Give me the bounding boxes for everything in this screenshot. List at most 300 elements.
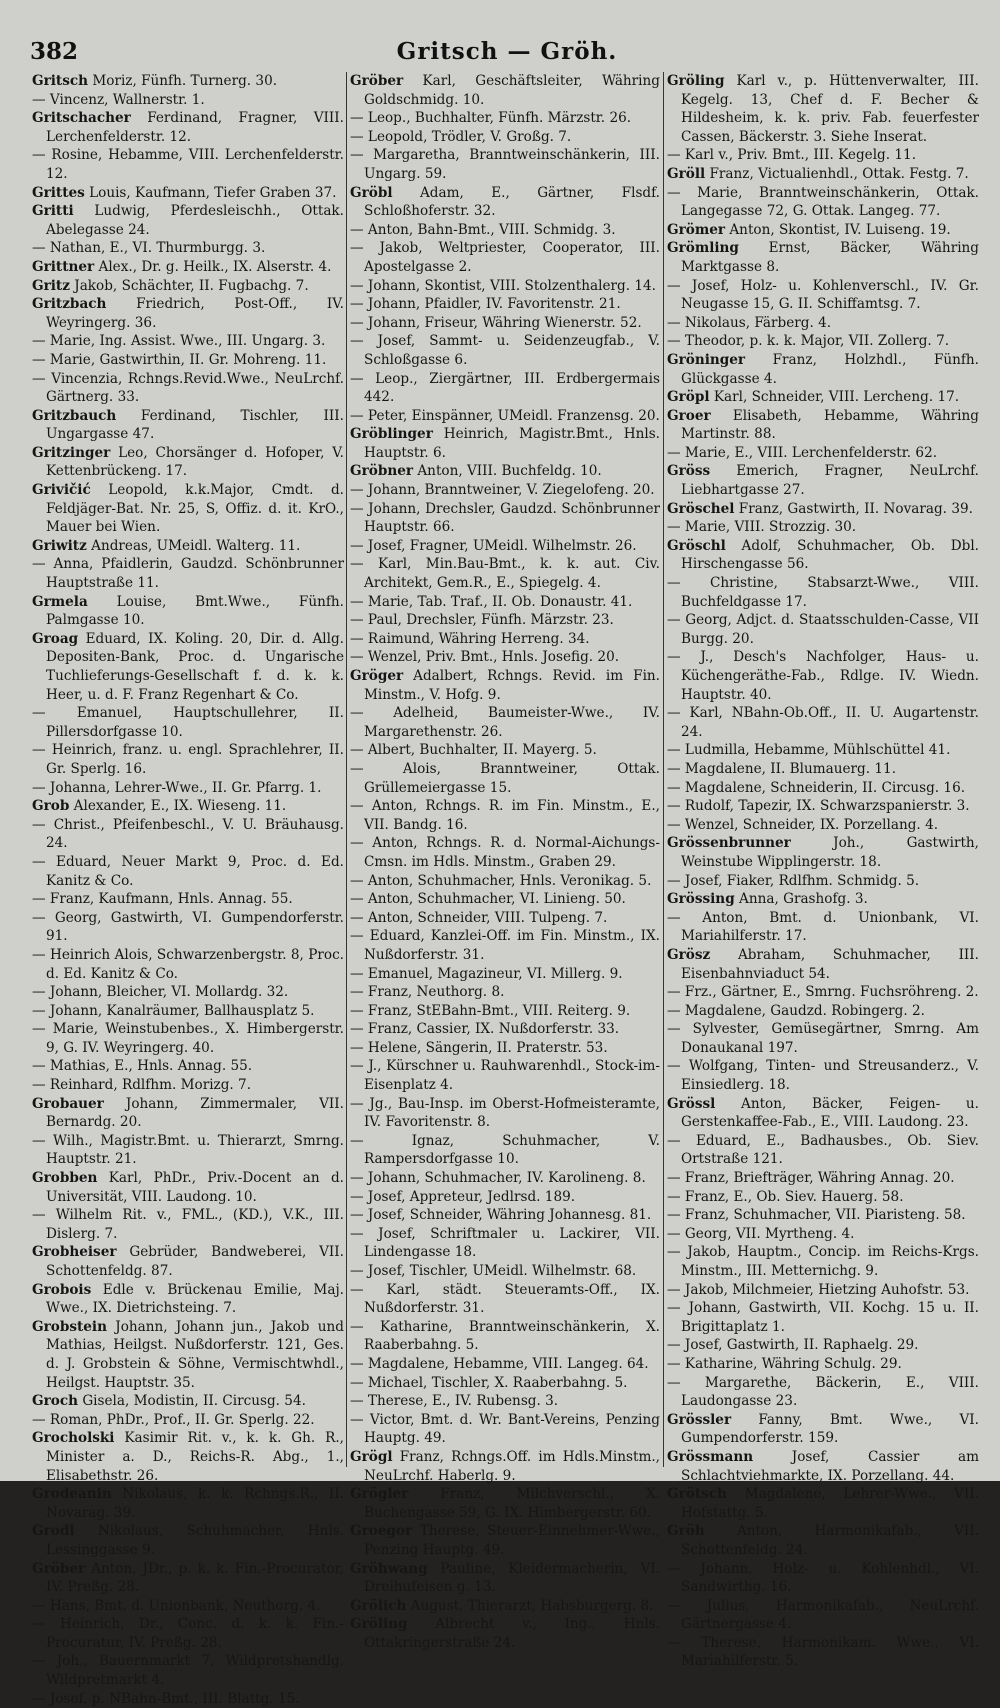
entry-text: — Anna, Pfaidlerin, Gaudzd. Schönbrunner Hauptstraße 11. bbox=[32, 556, 344, 592]
entry-surname: Grösz bbox=[667, 946, 711, 963]
entry-surname: Gröss bbox=[667, 463, 711, 480]
directory-entry bbox=[32, 816, 344, 853]
directory-entry bbox=[350, 927, 660, 964]
directory-entry bbox=[32, 1429, 344, 1485]
entry-surname: Grodl bbox=[32, 1523, 75, 1540]
entry-text: — Heinrich Alois, Schwarzenbergstr. 8, Proc. d. Ed. Kanitz & Co. bbox=[32, 946, 344, 982]
entry-text: — Johann, Gastwirth, VII. Kochg. 15 u. II. Brigittaplatz 1. bbox=[667, 1300, 979, 1335]
directory-entry bbox=[32, 704, 344, 741]
directory-entry bbox=[32, 407, 344, 444]
directory-entry bbox=[32, 295, 344, 332]
directory-entry bbox=[32, 1057, 344, 1076]
entry-text: — Emanuel, Hauptschullehrer, II. Pillersdorfgasse 10. bbox=[32, 705, 344, 740]
directory-entry bbox=[350, 1095, 660, 1132]
entry-text: — Josef, Gastwirth, II. Raphaelg. 29. bbox=[667, 1337, 919, 1354]
directory-entry bbox=[350, 1262, 660, 1281]
entry-text: Magdalene, Lehrer-Wwe., VII. Hofstattg. 5. bbox=[681, 1486, 979, 1521]
entry-text: — Franz, Cassier, IX. Nußdorferstr. 33. bbox=[350, 1021, 620, 1038]
directory-entry bbox=[350, 277, 660, 296]
entry-text: — Reinhard, Rdlfhm. Morizg. 7. bbox=[32, 1077, 252, 1094]
directory-entry bbox=[667, 611, 979, 648]
directory-entry bbox=[350, 909, 660, 928]
directory-entry bbox=[32, 370, 344, 407]
directory-entry bbox=[350, 128, 660, 147]
entry-text: Andreas, UMeidl. Walterg. 11. bbox=[86, 537, 301, 554]
entry-surname: Grössenbrunner bbox=[667, 835, 791, 852]
directory-entry bbox=[667, 1095, 979, 1132]
entry-text: — Johann, Drechsler, Gaudzd. Schönbrunner Hauptstr. 66. bbox=[350, 500, 660, 536]
directory-entry bbox=[667, 890, 979, 909]
entry-text: — Alois, Branntweiner, Ottak. Grüllemeiergasse 15. bbox=[350, 760, 660, 796]
entry-text: — Peter, Einspänner, UMeidl. Franzensg. 20. bbox=[350, 407, 660, 424]
entry-text: — Franz, Schuhmacher, VII. Piaristeng. 58. bbox=[667, 1207, 966, 1224]
column-3 bbox=[667, 72, 979, 1670]
entry-text: — Anton, Schneider, VIII. Tulpeng. 7. bbox=[350, 909, 608, 926]
directory-entry bbox=[350, 555, 660, 592]
directory-entry bbox=[32, 351, 344, 370]
entry-surname: Gröschel bbox=[667, 500, 735, 517]
entry-text: Franz, Milchverschl., X. Buchengasse 59, G. IX. Himbergerstr. 60. bbox=[364, 1486, 660, 1521]
entry-surname: Gröbl bbox=[350, 184, 393, 201]
directory-entry bbox=[32, 1002, 344, 1021]
entry-text: — Josef, Fragner, UMeidl. Wilhelmstr. 26. bbox=[350, 537, 637, 554]
directory-entry bbox=[32, 1169, 344, 1206]
directory-entry bbox=[667, 221, 979, 240]
entry-text: — Johann, Kanalräumer, Ballhausplatz 5. bbox=[32, 1002, 315, 1019]
entry-surname: Grötsch bbox=[667, 1486, 727, 1503]
directory-entry bbox=[350, 667, 660, 704]
entry-text: Friedrich, Post-Off., IV. Weyringerg. 36. bbox=[46, 296, 344, 331]
directory-entry bbox=[350, 1132, 660, 1169]
entry-surname: Grössmann bbox=[667, 1448, 754, 1465]
entry-text: — Leop., Buchhalter, Fünfh. Märzstr. 26. bbox=[350, 110, 632, 127]
directory-entry bbox=[667, 834, 979, 871]
directory-entry bbox=[667, 239, 979, 276]
directory-entry bbox=[32, 184, 344, 203]
entry-surname: Grössing bbox=[667, 891, 735, 908]
entry-text: — Sylvester, Gemüsegärtner, Smrng. Am Donaukanal 197. bbox=[667, 1021, 979, 1056]
entry-surname: Gröblinger bbox=[350, 426, 433, 443]
directory-entry bbox=[667, 1169, 979, 1188]
directory-entry bbox=[350, 481, 660, 500]
directory-entry bbox=[350, 1615, 660, 1652]
entry-text: Fanny, Bmt. Wwe., VI. Gumpendorferstr. 159. bbox=[681, 1411, 979, 1447]
entry-surname: Grob bbox=[32, 798, 70, 815]
directory-entry bbox=[667, 407, 979, 444]
entry-text: — Johann, Schuhmacher, IV. Karolineng. 8. bbox=[350, 1170, 646, 1187]
entry-text: Jakob, Schächter, II. Fugbachg. 7. bbox=[69, 277, 309, 294]
directory-entry bbox=[667, 946, 979, 983]
entry-text: — Eduard, E., Badhausbes., Ob. Siev. Ortstraße 121. bbox=[667, 1132, 979, 1168]
directory-entry bbox=[32, 890, 344, 909]
entry-text: — Christine, Stabsarzt-Wwe., VIII. Buchfeldgasse 17. bbox=[667, 575, 979, 610]
entry-surname: Grössl bbox=[667, 1095, 716, 1112]
entry-text: — Johanna, Lehrer-Wwe., II. Gr. Pfarrg. 1. bbox=[32, 779, 322, 796]
entry-text: — Christ., Pfeifenbeschl., V. U. Bräuhausg. 24. bbox=[32, 816, 344, 852]
entry-text: Gisela, Modistin, II. Circusg. 54. bbox=[78, 1393, 306, 1410]
entry-text: Ernst, Bäcker, Währing Marktgasse 8. bbox=[681, 240, 979, 275]
directory-entry bbox=[32, 109, 344, 146]
directory-entry bbox=[32, 332, 344, 351]
entry-text: Anna, Grashofg. 3. bbox=[734, 891, 868, 908]
entry-text: Eduard, IX. Koling. 20, Dir. d. Allg. Depositen-Bank, Proc. d. Ungarische Tuchlieferungs-Gesellschaft f. d. k. k. Heer, u. d. F. Franz Regenhart & Co. bbox=[46, 630, 344, 703]
entry-text: Ferdinand, Fragner, VIII. Lerchenfelderstr. 12. bbox=[46, 110, 344, 145]
entry-text: — Johann, Branntweiner, V. Ziegelofeng. 20. bbox=[350, 482, 655, 499]
directory-entry bbox=[667, 909, 979, 946]
entry-surname: Grmela bbox=[32, 593, 88, 610]
entry-surname: Grobben bbox=[32, 1170, 98, 1187]
entry-text: Emerich, Fragner, NeuLrchf. Liebhartgasse 27. bbox=[681, 463, 979, 499]
directory-entry bbox=[350, 370, 660, 407]
entry-surname: Groer bbox=[667, 407, 711, 424]
column-2 bbox=[350, 72, 660, 1651]
directory-entry bbox=[350, 741, 660, 760]
entry-text: Adam, E., Gärtner, Flsdf. Schloßhoferstr. 32. bbox=[364, 184, 660, 220]
entry-text: — Jakob, Hauptm., Concip. im Reichs-Krgs. Minstm., III. Metternichg. 9. bbox=[667, 1244, 979, 1279]
directory-entry bbox=[350, 72, 660, 109]
directory-entry bbox=[667, 500, 979, 519]
entry-text: — Hans, Bmt. d. Unionbank, Neuthorg. 4. bbox=[32, 1597, 321, 1614]
entry-text: — Georg, Adjct. d. Staatsschulden-Casse, VII Burgg. 20. bbox=[667, 612, 979, 647]
entry-surname: Grobheiser bbox=[32, 1244, 117, 1261]
entry-text: — Magdalene, Schneiderin, II. Circusg. 16. bbox=[667, 779, 966, 796]
directory-entry bbox=[350, 797, 660, 834]
directory-entry bbox=[667, 1634, 979, 1671]
entry-text: — Anton, Schuhmacher, Hnls. Veronikag. 5. bbox=[350, 872, 652, 889]
directory-entry bbox=[350, 760, 660, 797]
entry-text: — Margaretha, Branntweinschänkerin, III. Ungarg. 59. bbox=[350, 147, 660, 182]
directory-entry bbox=[350, 109, 660, 128]
entry-text: Therese, Steuer-Einnehmer-Wwe., Penzing Hauptg. 49. bbox=[364, 1523, 660, 1558]
entry-surname: Gritti bbox=[32, 203, 74, 220]
entry-surname: Grittner bbox=[32, 258, 95, 275]
entry-surname: Grivičić bbox=[32, 482, 91, 499]
directory-entry bbox=[32, 258, 344, 277]
directory-entry bbox=[667, 444, 979, 463]
directory-entry bbox=[32, 909, 344, 946]
directory-entry bbox=[32, 983, 344, 1002]
entry-text: — Josef, Schneider, Währing Johannesg. 81. bbox=[350, 1207, 652, 1224]
directory-entry bbox=[667, 797, 979, 816]
directory-entry bbox=[350, 1169, 660, 1188]
entry-surname: Grömling bbox=[667, 240, 739, 257]
entry-text: — Georg, VII. Myrtheng. 4. bbox=[667, 1225, 855, 1242]
entry-text: — Marie, E., VIII. Lerchenfelderstr. 62. bbox=[667, 444, 938, 461]
directory-entry bbox=[667, 518, 979, 537]
directory-entry bbox=[667, 648, 979, 704]
entry-surname: Gröschl bbox=[667, 537, 726, 554]
directory-entry bbox=[32, 239, 344, 258]
directory-entry bbox=[350, 1281, 660, 1318]
directory-entry bbox=[667, 816, 979, 835]
entry-text: Alex., Dr. g. Heilk., IX. Alserstr. 4. bbox=[94, 258, 332, 275]
entry-text: — Roman, PhDr., Prof., II. Gr. Sperlg. 22. bbox=[32, 1411, 315, 1428]
entry-text: Nikolaus, Schuhmacher, Hnls. Lessinggasse 9. bbox=[46, 1523, 344, 1558]
entry-text: — Magdalene, Gaudzd. Robingerg. 2. bbox=[667, 1002, 925, 1019]
directory-entry bbox=[350, 221, 660, 240]
directory-entry bbox=[667, 1299, 979, 1336]
directory-entry bbox=[32, 741, 344, 778]
entry-surname: Gritzbauch bbox=[32, 407, 117, 424]
directory-entry bbox=[667, 462, 979, 499]
entry-text: — Victor, Bmt. d. Wr. Bant-Vereins, Penzing Hauptg. 49. bbox=[350, 1411, 660, 1447]
directory-entry bbox=[32, 202, 344, 239]
directory-entry bbox=[32, 1020, 344, 1057]
directory-entry bbox=[32, 1206, 344, 1243]
entry-text: — Magdalene, II. Blumauerg. 11. bbox=[667, 760, 897, 777]
entry-text: — Helene, Sängerin, II. Praterstr. 53. bbox=[350, 1039, 608, 1056]
directory-entry bbox=[667, 277, 979, 314]
entry-surname: Gröber bbox=[32, 1560, 86, 1577]
directory-entry bbox=[667, 1132, 979, 1169]
directory-entry bbox=[667, 1597, 979, 1634]
directory-entry bbox=[350, 593, 660, 612]
directory-entry bbox=[32, 1597, 344, 1616]
entry-text: — Raimund, Währing Herreng. 34. bbox=[350, 630, 590, 647]
directory-entry bbox=[350, 500, 660, 537]
directory-entry bbox=[667, 1448, 979, 1485]
entry-text: Albrecht v., Ing., Hnls. Ottakringerstraße 24. bbox=[364, 1616, 660, 1651]
entry-text: Abraham, Schuhmacher, III. Eisenbahnviaduct 54. bbox=[681, 946, 979, 982]
directory-entry bbox=[350, 1020, 660, 1039]
directory-entry bbox=[667, 1057, 979, 1094]
column-divider bbox=[346, 72, 347, 1467]
entry-text: Franz, Holzhdl., Fünfh. Glückgasse 4. bbox=[681, 351, 979, 387]
directory-entry bbox=[667, 332, 979, 351]
entry-surname: Gröling bbox=[667, 73, 725, 89]
entry-text: Moriz, Fünfh. Turnerg. 30. bbox=[88, 73, 278, 89]
entry-text: Elisabeth, Hebamme, Währing Martinstr. 88. bbox=[681, 407, 979, 443]
entry-text: — Karl, NBahn-Ob.Off., II. U. Augartenstr. 24. bbox=[667, 705, 979, 740]
directory-entry bbox=[32, 146, 344, 183]
directory-entry bbox=[667, 1374, 979, 1411]
directory-entry bbox=[350, 983, 660, 1002]
directory-entry bbox=[350, 704, 660, 741]
directory-entry bbox=[667, 760, 979, 779]
entry-text: — Anton, Bmt. d. Unionbank, VI. Mariahilferstr. 17. bbox=[667, 909, 979, 945]
entry-surname: Gröling bbox=[350, 1616, 408, 1633]
page-header bbox=[30, 38, 984, 68]
entry-text: — Adelheid, Baumeister-Wwe., IV. Margarethenstr. 26. bbox=[350, 705, 660, 740]
entry-text: — Mathias, E., Hnls. Annag. 55. bbox=[32, 1058, 253, 1075]
directory-entry bbox=[667, 741, 979, 760]
directory-entry bbox=[667, 1206, 979, 1225]
entry-surname: Gröhwang bbox=[350, 1560, 428, 1577]
entry-text: Edle v. Brückenau Emilie, Maj. Wwe., IX. Dietrichsteing. 7. bbox=[46, 1281, 344, 1317]
entry-text: — Paul, Drechsler, Fünfh. Märzstr. 23. bbox=[350, 612, 614, 629]
entry-text: — Jg., Bau-Insp. im Oberst-Hofmeisteramte, IV. Favoritenstr. 8. bbox=[350, 1095, 660, 1131]
directory-entry bbox=[667, 779, 979, 798]
entry-surname: Groch bbox=[32, 1393, 78, 1410]
entry-text: — Leopold, Trödler, V. Großg. 7. bbox=[350, 128, 572, 145]
directory-entry bbox=[350, 537, 660, 556]
directory-entry bbox=[350, 1225, 660, 1262]
entry-text: Anton, Bäcker, Feigen- u. Gerstenkaffee-Fab., E., VIII. Laudong. 23. bbox=[681, 1095, 979, 1131]
directory-entry bbox=[350, 1318, 660, 1355]
directory-entry bbox=[32, 946, 344, 983]
directory-entry bbox=[667, 1411, 979, 1448]
directory-entry bbox=[350, 1039, 660, 1058]
entry-text: Johann, Johann jun., Jakob und Mathias, Heilgst. Nußdorferstr. 121, Ges. d. J. Grobstein & Söhne, Vermischtwhdl., Heilgst. Hauptstr. 35. bbox=[46, 1318, 344, 1391]
entry-text: — Frz., Gärtner, E., Smrng. Fuchsröhreng. 2. bbox=[667, 984, 979, 1001]
directory-entry bbox=[667, 1355, 979, 1374]
entry-text: — Margarethe, Bäckerin, E., VIII. Laudongasse 23. bbox=[667, 1374, 979, 1410]
entry-surname: Gröll bbox=[667, 165, 706, 182]
entry-text: Franz, Rchngs.Off. im Hdls.Minstm., NeuLrchf. Haberlg. 9. bbox=[364, 1448, 660, 1484]
directory-entry bbox=[350, 146, 660, 183]
entry-text: — Franz, Neuthorg. 8. bbox=[350, 984, 505, 1001]
entry-surname: Grössler bbox=[667, 1411, 732, 1428]
directory-entry bbox=[350, 1002, 660, 1021]
directory-entry bbox=[32, 1076, 344, 1095]
directory-entry bbox=[350, 872, 660, 891]
entry-text: Karl, Geschäftsleiter, Währing Goldschmidg. 10. bbox=[364, 73, 660, 108]
directory-entry bbox=[350, 834, 660, 871]
entry-surname: Gritzinger bbox=[32, 444, 111, 461]
entry-text: Adolf, Schuhmacher, Ob. Dbl. Hirschengasse 56. bbox=[681, 537, 979, 573]
entry-text: — Julius, Harmonikafab., NeuLrchf. Gärtnergasse 4. bbox=[667, 1597, 979, 1633]
entry-surname: Gröbner bbox=[350, 463, 414, 480]
directory-entry bbox=[350, 1206, 660, 1225]
directory-entry bbox=[32, 1392, 344, 1411]
entry-surname: Grobauer bbox=[32, 1095, 104, 1112]
directory-entry bbox=[32, 1652, 344, 1689]
entry-text: Kasimir Rit. v., k. k. Gh. R., Minister a. D., Reichs-R. Abg., 1., Elisabethstr. 26. bbox=[46, 1430, 344, 1484]
entry-text: Karl, Schneider, VIII. Lercheng. 17. bbox=[709, 389, 960, 406]
entry-text: — Magdalene, Hebamme, VIII. Langeg. 64. bbox=[350, 1355, 649, 1372]
directory-entry bbox=[32, 1615, 344, 1652]
directory-entry bbox=[667, 351, 979, 388]
entry-text: Karl, PhDr., Priv.-Docent an d. Universität, VIII. Laudong. 10. bbox=[46, 1170, 344, 1205]
directory-entry bbox=[32, 1690, 344, 1708]
directory-entry bbox=[350, 1597, 660, 1616]
directory-entry bbox=[667, 1020, 979, 1057]
entry-surname: Gritsch bbox=[32, 73, 89, 89]
entry-text: — Ludmilla, Hebamme, Mühlschüttel 41. bbox=[667, 742, 951, 759]
entry-surname: Grittes bbox=[32, 184, 85, 201]
directory-entry bbox=[350, 1560, 660, 1597]
entry-surname: Groag bbox=[32, 630, 79, 647]
directory-entry bbox=[350, 1411, 660, 1448]
directory-entry bbox=[350, 1392, 660, 1411]
directory-entry bbox=[667, 872, 979, 891]
entry-text: — Heinrich, Dr., Conc. d. k. k. Fin.-Procuratur, IV. Preßg. 28. bbox=[32, 1616, 344, 1651]
entry-text: — Albert, Buchhalter, II. Mayerg. 5. bbox=[350, 742, 597, 759]
entry-text: — Rudolf, Tapezir, IX. Schwarzspanierstr. 3. bbox=[667, 798, 970, 815]
page-number: 382 bbox=[30, 38, 79, 65]
entry-text: Franz, Gastwirth, II. Novarag. 39. bbox=[734, 500, 973, 517]
entry-text: — Franz, E., Ob. Siev. Hauerg. 58. bbox=[667, 1188, 904, 1205]
directory-entry bbox=[32, 1318, 344, 1392]
entry-text: — Josef, Appreteur, Jedlrsd. 189. bbox=[350, 1188, 576, 1205]
directory-entry bbox=[32, 481, 344, 537]
entry-surname: Gröh bbox=[667, 1523, 705, 1540]
entry-text: — Marie, Gastwirthin, II. Gr. Mohreng. 11. bbox=[32, 351, 327, 368]
entry-text: — Johann, Skontist, VIII. Stolzenthalerg. 14. bbox=[350, 277, 656, 294]
entry-text: Leo, Chorsänger d. Hofoper, V. Kettenbrückeng. 17. bbox=[46, 444, 344, 480]
entry-text: — Josef, Schriftmaler u. Lackirer, VII. Lindengasse 18. bbox=[350, 1225, 660, 1261]
directory-entry bbox=[32, 1485, 344, 1522]
entry-text: — Nikolaus, Färberg. 4. bbox=[667, 314, 832, 331]
directory-entry bbox=[667, 537, 979, 574]
entry-surname: Grobois bbox=[32, 1281, 92, 1298]
entry-text: Josef, Cassier am Schlachtviehmarkte, IX. Porzellang. 44. bbox=[681, 1448, 979, 1484]
entry-text: — Eduard, Kanzlei-Off. im Fin. Minstm., IX. Nußdorferstr. 31. bbox=[350, 928, 660, 963]
column-divider bbox=[663, 72, 664, 1467]
entry-surname: Grögl bbox=[350, 1448, 393, 1465]
directory-entry bbox=[350, 1485, 660, 1522]
entry-text: — Josef, Sammt- u. Seidenzeugfab., V. Schloßgasse 6. bbox=[350, 333, 660, 368]
entry-text: — Marie, Branntweinschänkerin, Ottak. Langegasse 72, G. Ottak. Langeg. 77. bbox=[667, 184, 979, 220]
entry-text: — Leop., Ziergärtner, III. Erdbergermais 442. bbox=[350, 370, 660, 406]
entry-text: — Therese, Harmonikam. Wwe., VI. Mariahilferstr. 5. bbox=[667, 1634, 979, 1670]
entry-text: — Josef, Tischler, UMeidl. Wilhelmstr. 68. bbox=[350, 1263, 637, 1279]
entry-text: Louise, Bmt.Wwe., Fünfh. Palmgasse 10. bbox=[46, 593, 344, 629]
directory-entry bbox=[32, 779, 344, 798]
directory-entry bbox=[32, 555, 344, 592]
entry-text: — Anton, Schuhmacher, VI. Linieng. 50. bbox=[350, 891, 626, 908]
directory-entry bbox=[350, 1448, 660, 1485]
entry-text: — Wenzel, Priv. Bmt., Hnls. Josefig. 20. bbox=[350, 649, 620, 666]
column-1 bbox=[32, 72, 344, 1707]
entry-text: Alexander, E., IX. Wieseng. 11. bbox=[69, 798, 287, 815]
directory-entry bbox=[32, 1095, 344, 1132]
entry-text: — Marie, VIII. Strozzig. 30. bbox=[667, 519, 857, 536]
entry-text: Ludwig, Pferdesleischh., Ottak. Abelegasse 24. bbox=[46, 203, 344, 238]
entry-text: — Marie, Ing. Assist. Wwe., III. Ungarg. 3. bbox=[32, 333, 326, 350]
directory-entry bbox=[667, 1522, 979, 1559]
directory-entry bbox=[667, 1336, 979, 1355]
entry-text: Adalbert, Rchngs. Revid. im Fin. Minstm., V. Hofg. 9. bbox=[364, 668, 660, 703]
entry-surname: Griwitz bbox=[32, 537, 87, 554]
directory-entry bbox=[350, 332, 660, 369]
entry-text: — Josef, Holz- u. Kohlenverschl., IV. Gr. Neugasse 15, G. II. Schiffamtsg. 7. bbox=[667, 277, 979, 313]
entry-surname: Gröninger bbox=[667, 351, 746, 368]
entry-surname: Gritz bbox=[32, 277, 70, 294]
directory-entry bbox=[350, 648, 660, 667]
entry-text: — J., Desch's Nachfolger, Haus- u. Küchengeräthe-Fab., Rdlge. IV. Wiedn. Hauptstr. 40. bbox=[667, 649, 979, 703]
entry-text: Anton, VIII. Buchfeldg. 10. bbox=[413, 463, 602, 480]
entry-text: August, Thierarzt, Habsburgerg. 8. bbox=[406, 1597, 654, 1614]
entry-surname: Gröpl bbox=[667, 389, 710, 406]
directory-entry bbox=[667, 1188, 979, 1207]
directory-entry bbox=[350, 1355, 660, 1374]
directory-entry bbox=[350, 1057, 660, 1094]
entry-surname: Grocholski bbox=[32, 1430, 115, 1447]
entry-text: — Karl, Min.Bau-Bmt., k. k. aut. Civ. Architekt, Gem.R., E., Spiegelg. 4. bbox=[350, 556, 660, 592]
entry-text: Karl v., p. Hüttenverwalter, III. Kegelg. 13, Chef d. F. Becher & Hildesheim, k. k. priv. Fab. feuerfester Cassen, Bäckerstr. 3. Siehe Inserat. bbox=[681, 73, 979, 145]
entry-surname: Grodeanin bbox=[32, 1486, 112, 1503]
entry-text: — Wilhelm Rit. v., FML., (KD.), V.K., III. Dislerg. 7. bbox=[32, 1207, 344, 1242]
entry-text: Anton, Harmonikafab., VII. Schottenfeldg. 24. bbox=[681, 1523, 979, 1558]
directory-entry bbox=[350, 1188, 660, 1207]
directory-entry bbox=[350, 314, 660, 333]
entry-text: — Emanuel, Magazineur, VI. Millerg. 9. bbox=[350, 965, 623, 982]
directory-entry bbox=[350, 239, 660, 276]
entry-surname: Gröber bbox=[350, 73, 404, 89]
entry-text: — Ignaz, Schuhmacher, V. Rampersdorfgasse 10. bbox=[350, 1132, 660, 1168]
directory-entry bbox=[32, 1560, 344, 1597]
directory-entry bbox=[350, 611, 660, 630]
directory-entry bbox=[350, 462, 660, 481]
entry-text: — Karl v., Priv. Bmt., III. Kegelg. 11. bbox=[667, 147, 917, 164]
entry-text: — Anton, Rchngs. R. d. Normal-Aichungs-Cmsn. im Hdls. Minstm., Graben 29. bbox=[350, 835, 660, 870]
directory-entry bbox=[667, 983, 979, 1002]
entry-text: Gebrüder, Bandweberei, VII. Schottenfeldg. 87. bbox=[46, 1244, 344, 1279]
entry-text: Ferdinand, Tischler, III. Ungargasse 47. bbox=[46, 407, 344, 443]
entry-text: — Wenzel, Schneider, IX. Porzellang. 4. bbox=[667, 816, 939, 833]
directory-entry bbox=[32, 537, 344, 556]
